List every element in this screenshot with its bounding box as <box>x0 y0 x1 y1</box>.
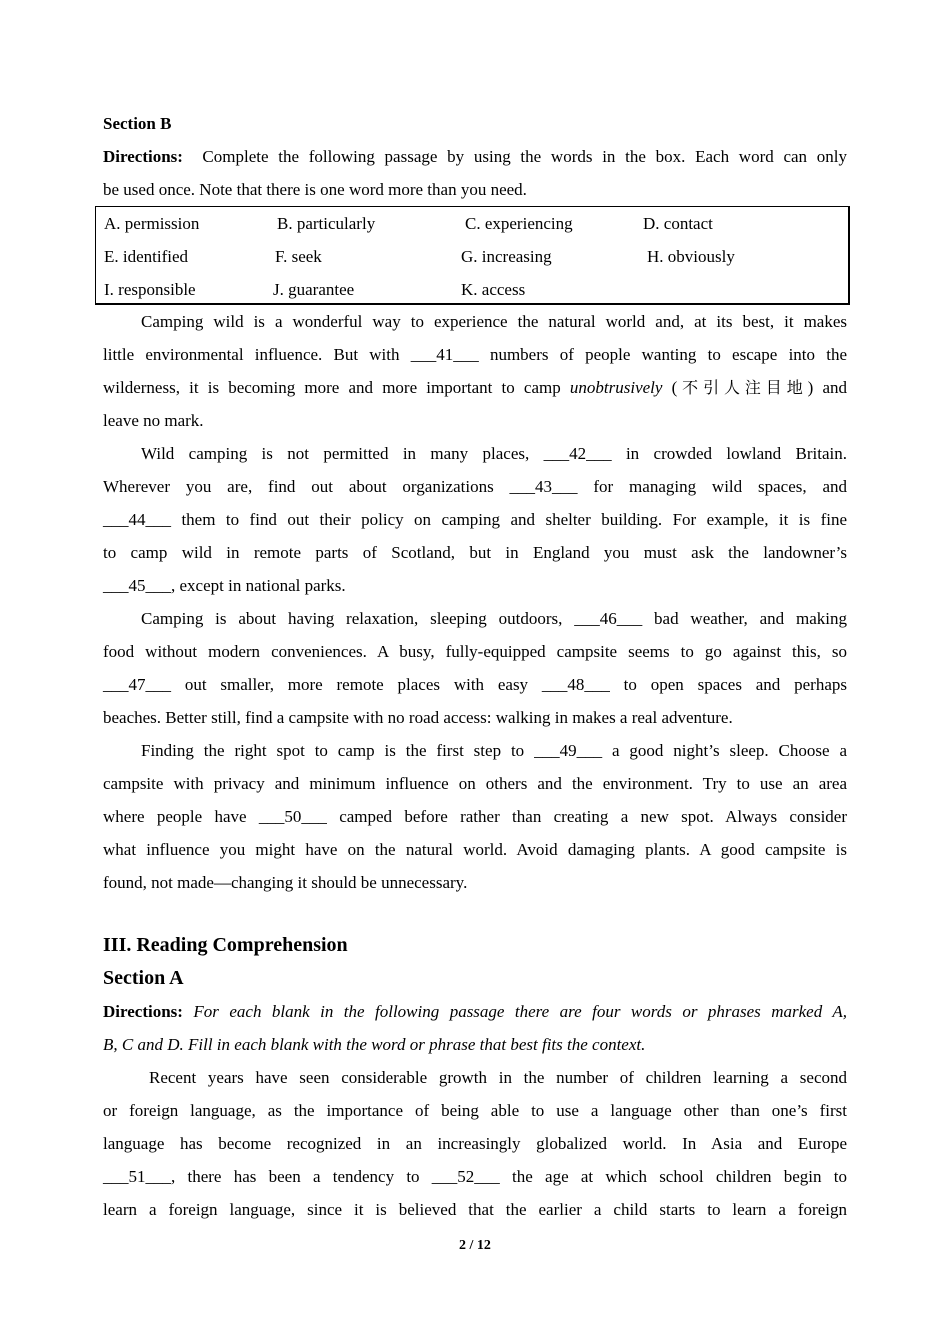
document-page <box>103 107 847 1226</box>
word-option: G. increasing <box>461 247 552 266</box>
word-option: A. permission <box>104 214 200 233</box>
passage-line: ___51___, there has been a tendency to ___52___ the age at which school children begin to <box>103 1167 847 1186</box>
passage-paragraph-4 <box>103 734 847 899</box>
passage-line: found, not made—changing it should be unnecessary. <box>103 873 468 892</box>
reading-passage <box>103 1061 847 1226</box>
word-box-row <box>96 273 848 306</box>
directions-label: Directions: <box>103 147 183 166</box>
passage-line: Wild camping is not permitted in many places, ___42___ in crowded lowland Britain. <box>141 444 847 463</box>
passage-line: language has become recognized in an increasingly globalized world. In Asia and Europe <box>103 1134 847 1153</box>
passage-text: ( <box>662 378 678 397</box>
passage-line: little environmental influence. But with ___41___ numbers of people wanting to escape into the <box>103 345 847 364</box>
passage-line: Camping wild is a wonderful way to experience the natural world and, at its best, it makes <box>141 312 847 331</box>
word-option: H. obviously <box>647 247 735 266</box>
passage-line <box>103 371 847 404</box>
directions-text: B, C and D. Fill in each blank with the word or phrase that best fits the context. <box>103 1035 646 1054</box>
page-number: 2 / 12 <box>459 1238 491 1253</box>
section-a-directions-line-1 <box>103 995 847 1028</box>
passage-line: ___44___ them to find out their policy on camping and shelter building. For example, it is fine <box>103 510 847 529</box>
passage-text: wilderness, it is becoming more and more important to camp <box>103 378 570 397</box>
passage-line: Recent years have seen considerable growth in the number of children learning a second <box>149 1068 847 1087</box>
section-a-title: Section A <box>103 967 184 989</box>
directions-text: Complete the following passage by using the words in the box. Each word can only <box>202 147 847 166</box>
passage-line: Camping is about having relaxation, sleeping outdoors, ___46___ bad weather, and making <box>141 609 847 628</box>
passage-line: where people have ___50___ camped before rather than creating a new spot. Always consider <box>103 807 847 826</box>
section-b-directions-line-2: be used once. Note that there is one word more than you need. <box>103 180 527 199</box>
passage-line: what influence you might have on the natural world. Avoid damaging plants. A good campsite is <box>103 840 847 859</box>
word-box-row <box>96 207 848 240</box>
passage-paragraph-2 <box>103 437 847 602</box>
passage-line: learn a foreign language, since it is believed that the earlier a child starts to learn a foreign <box>103 1200 847 1219</box>
passage-line: Wherever you are, find out about organizations ___43___ for managing wild spaces, and <box>103 477 847 496</box>
passage-paragraph-1 <box>103 305 847 437</box>
word-option: K. access <box>461 280 526 299</box>
reading-comprehension-title: III. Reading Comprehension <box>103 934 348 956</box>
passage-line: to camp wild in remote parts of Scotland, but in England you must ask the landowner’s <box>103 543 847 562</box>
passage-line: food without modern conveniences. A busy, fully-equipped campsite seems to go against this, so <box>103 642 847 661</box>
word-option: J. guarantee <box>273 280 355 299</box>
section-b-title: Section B <box>103 114 172 133</box>
word-option: B. particularly <box>277 214 376 233</box>
word-option: F. seek <box>275 247 322 266</box>
word-option: I. responsible <box>104 280 196 299</box>
section-b-directions-line-1 <box>103 140 847 173</box>
word-box <box>95 206 850 305</box>
section-a-directions-line-2 <box>103 1028 847 1061</box>
word-box-row <box>96 240 848 273</box>
directions-text: For each blank in the following passage there are four words or phrases marked A, <box>193 1002 847 1021</box>
passage-line: campsite with privacy and minimum influence on others and the environment. Try to use an area <box>103 774 847 793</box>
word-option: D. contact <box>643 214 713 233</box>
italic-word: unobtrusively <box>569 378 663 397</box>
chinese-gloss: 不引人注目地 <box>677 378 808 397</box>
passage-line: Finding the right spot to camp is the first step to ___49___ a good night’s sleep. Choose a <box>141 741 847 760</box>
word-option: C. experiencing <box>465 214 573 233</box>
passage-line: ___45___, except in national parks. <box>103 576 346 595</box>
spacer <box>103 899 847 929</box>
passage-line: or foreign language, as the importance of being able to use a language other than one’s first <box>103 1101 847 1120</box>
passage-text: ) and <box>807 378 847 397</box>
passage-paragraph-3 <box>103 602 847 734</box>
word-option: E. identified <box>104 247 189 266</box>
passage-line: ___47___ out smaller, more remote places with easy ___48___ to open spaces and perhaps <box>103 675 847 694</box>
directions-label: Directions: <box>103 1002 183 1021</box>
passage-line: leave no mark. <box>103 411 204 430</box>
passage-line: beaches. Better still, find a campsite with no road access: walking in makes a real adventure. <box>103 708 733 727</box>
